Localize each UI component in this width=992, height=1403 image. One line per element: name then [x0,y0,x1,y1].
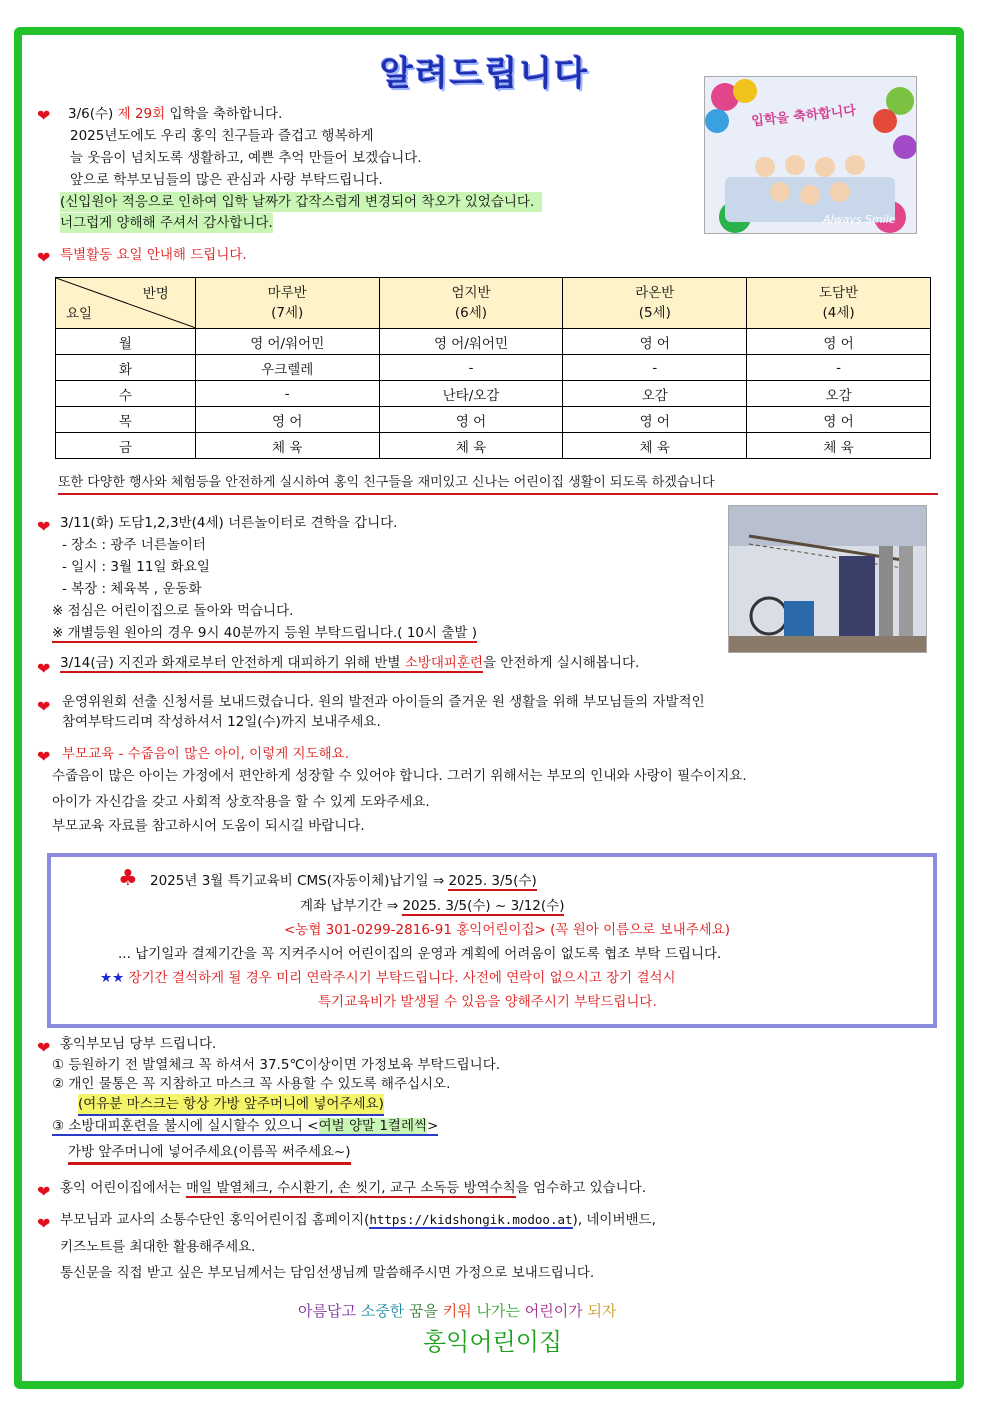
parent-education-heading: 부모교육 - 수줍음이 많은 아이, 이렇게 지도해요. [62,746,349,762]
entrance-count: 제 29회 [117,106,166,122]
committee-line: 참여부탁드리며 작성하셔서 12일(수)까지 보내주세요. [62,714,381,730]
table-cell: - [379,355,563,381]
day-cell: 금 [56,433,196,459]
star-icon: ★★ [100,970,125,986]
cms-line [300,896,564,916]
table-cell: 체 육 [379,433,563,459]
class-header: 라온반 (5세) [563,278,747,329]
request-item [52,1116,438,1136]
table-cell: 오감 [747,381,931,407]
photo-banner: 입학을 축하합니다 [750,103,857,130]
fieldtrip-item: - 복장 : 체육복 , 운동화 [62,581,202,597]
entrance-photo-art [705,77,916,233]
fieldtrip-item: - 장소 : 광주 너른놀이터 [62,537,206,553]
table-cell: - [195,381,379,407]
table-cell: 영 어/워어민 [379,329,563,355]
cms-text: 장기간 결석하게 될 경우 미리 연락주시기 부탁드립니다. 사전에 연락이 없으시고 장기 결석시 [128,970,676,986]
table-cell: 영 어 [379,407,563,433]
class-header: 도담반 (4세) [747,278,931,329]
heart-icon: ❤ [37,697,51,716]
slogan-word: 소중한 [360,1302,409,1320]
slogan-word: 아름답고 [298,1302,361,1320]
day-cell: 수 [56,381,196,407]
day-cell: 월 [56,329,196,355]
table-cell: - [747,355,931,381]
communication-text: 부모님과 교사의 소통수단인 홍익어린이집 홈페이지( [60,1212,370,1228]
committee-line: 운영위원회 선출 신청서를 보내드렸습니다. 원의 발전과 아이들의 즐거운 원 생활을 위해 부모님들의 자발적인 [62,694,705,710]
cms-line [100,968,676,988]
heart-icon: ❤ [37,659,51,678]
corner-day-label: 요일 [66,306,93,322]
cms-line: 특기교육비가 발생될 수 있음을 양해주시기 부탁드립니다. [318,994,657,1010]
table-cell: 영 어 [747,329,931,355]
fire-drill-line [60,653,639,673]
cms-text: 계좌 납부기간 ⇒ [300,898,403,914]
playground-photo-art [729,506,926,652]
fire-drill-text: 3/14(금) 지진과 화재로부터 안전하게 대피하기 위해 반별 [60,655,405,671]
cms-line: ... 납기일과 결제기간을 꼭 지켜주시어 어린이집의 운영과 계획에 어려움이 없도록 협조 부탁 드립니다. [118,946,722,962]
playground-photo [728,505,927,653]
cms-line [150,871,537,891]
request-item-line2: 가방 앞주머니에 넣어주세요(이름꼭 써주세요~) [68,1142,351,1165]
slogan-word: 꿈을 [408,1302,443,1320]
section1-notice: 너그럽게 양해해 주셔서 감사합니다. [60,215,273,231]
table-cell: 체 육 [195,433,379,459]
table-cell: 영 어/워어민 [195,329,379,355]
fire-drill-tail: 을 안전하게 실시해봅니다. [483,655,640,671]
table-row [56,355,931,381]
communication-line [60,1210,656,1230]
table-row [56,433,931,459]
request-note: (여유분 마스크는 항상 가방 앞주머니에 넣어주세요) [78,1094,384,1116]
corner-class-label: 반명 [142,286,169,302]
parent-education-line: 부모교육 자료를 참고하시어 도움이 되시길 바랍니다. [52,818,365,834]
communication-text: ), 네이버밴드, [572,1212,656,1228]
cms-account: <농협 301-0299-2816-91 홍익어린이집> (꼭 원아 이름으로 보내주세요) [284,922,730,938]
request-item-end: > [427,1118,439,1134]
slogan-word: 나가는 [476,1302,525,1320]
table-cell: 영 어 [563,407,747,433]
fire-drill-highlight: 소방대피훈련 [404,655,483,671]
class-header: 엄지반 (6세) [379,278,563,329]
slogan [298,1300,616,1321]
heart-icon: ❤ [37,1038,51,1057]
fieldtrip-note: ※ 점심은 어린이집으로 돌아와 먹습니다. [52,603,294,619]
fieldtrip-note-text: ※ 개별등원 원아의 경우 9시 40분까지 등원 부탁드립니다.( 10시 출발 ) [52,625,477,641]
heart-icon: ❤ [37,747,51,766]
day-cell: 목 [56,407,196,433]
page-title: 알려드립니다 [380,54,590,94]
hygiene-tail: 을 엄수하고 있습니다. [515,1180,647,1196]
club-icon: ♣ [118,866,138,891]
cms-period: 2025. 3/5(수) ~ 3/12(수) [402,898,565,914]
table-corner-cell [56,278,196,329]
activity-heading: 특별활동 요일 안내해 드립니다. [60,247,247,263]
section1-notice: (신입원아 적응으로 인하여 입학 날짜가 갑작스럽게 변경되어 착오가 있었습니다. [60,192,542,212]
class-header: 마루반 (7세) [195,278,379,329]
request-item: ② 개인 물통은 꼭 지참하고 마스크 꼭 사용할 수 있도록 해주십시오. [52,1076,451,1092]
entrance-text: 입학을 축하합니다. [169,106,283,122]
section1-line: 2025년도에도 우리 홍익 친구들과 즐겁고 행복하게 [70,128,374,144]
request-heading: 홍익부모님 당부 드립니다. [60,1036,217,1052]
homepage-link[interactable]: https://kidshongik.modoo.at [369,1212,573,1227]
day-cell: 화 [56,355,196,381]
slogan-word: 어린이가 [524,1302,588,1320]
communication-line: 키즈노트를 최대한 활용해주세요. [60,1239,256,1255]
slogan-word: 되자 [587,1302,617,1320]
heart-icon: ❤ [37,1214,51,1233]
parent-education-line: 아이가 자신감을 갖고 사회적 상호작용을 할 수 있게 도와주세요. [52,794,430,810]
table-cell: 우크렐레 [195,355,379,381]
section1-heading [68,104,282,124]
parent-education-line: 수줍음이 많은 아이는 가정에서 편안하게 성장할 수 있어야 합니다. 그러기 위해서는 부모의 인내와 사랑이 필수이지요. [52,768,747,784]
section1-line: 앞으로 학부모님들의 많은 관심과 사랑 부탁드립니다. [70,172,383,188]
table-row [56,381,931,407]
hygiene-highlight: 매일 발열체크, 수시환기, 손 씻기, 교구 소독등 방역수칙 [185,1180,516,1196]
heart-icon: ❤ [37,248,51,267]
daycare-name: 홍익어린이집 [423,1328,563,1356]
hygiene-text: 홍익 어린이집에서는 [60,1180,186,1196]
entrance-date: 3/6(수) [68,106,114,122]
table-cell: 영 어 [195,407,379,433]
table-cell: 영 어 [747,407,931,433]
photo-caption: Always Smile [823,213,896,226]
table-cell: 난타/오감 [379,381,563,407]
communication-line: 통신문을 직접 받고 싶은 부모님께서는 담임선생님께 말씀해주시면 가정으로 보내드립니다. [60,1265,595,1281]
table-cell: 영 어 [563,329,747,355]
section1-line: 늘 웃음이 넘치도록 생활하고, 예쁜 추억 만들어 보겠습니다. [70,150,422,166]
activity-schedule-table [55,277,931,459]
table-row [56,407,931,433]
table-cell: 체 육 [747,433,931,459]
table-cell: - [563,355,747,381]
heart-icon: ❤ [37,1182,51,1201]
fieldtrip-heading: 3/11(화) 도담1,2,3반(4세) 너른놀이터로 견학을 갑니다. [60,515,398,531]
request-item: ① 등원하기 전 발열체크 꼭 하셔서 37.5℃이상이면 가정보육 부탁드립니다. [52,1057,501,1073]
cms-date: 2025. 3/5(수) [448,873,537,889]
table-cell: 오감 [563,381,747,407]
request-item-text: ③ 소방대피훈련을 불시에 실시할수 있으니 < [52,1118,319,1134]
activity-footnote: 또한 다양한 행사와 체험등을 안전하게 실시하여 홍익 친구들을 재미있고 신나는 어린이집 생활이 되도록 하겠습니다 [58,473,938,495]
cms-text: 2025년 3월 특기교육비 CMS(자동이체)납기일 ⇒ [150,873,449,889]
entrance-photo [704,76,917,234]
table-cell: 체 육 [563,433,747,459]
slogan-word: 키워 [442,1302,477,1320]
table-row [56,329,931,355]
heart-icon: ❤ [37,517,51,536]
fieldtrip-item: - 일시 : 3월 11일 화요일 [62,559,210,575]
heart-icon: ❤ [37,106,51,125]
hygiene-line [60,1178,646,1198]
request-highlight: 여벌 양말 1켤레씩 [318,1118,428,1134]
fieldtrip-note [52,623,477,643]
